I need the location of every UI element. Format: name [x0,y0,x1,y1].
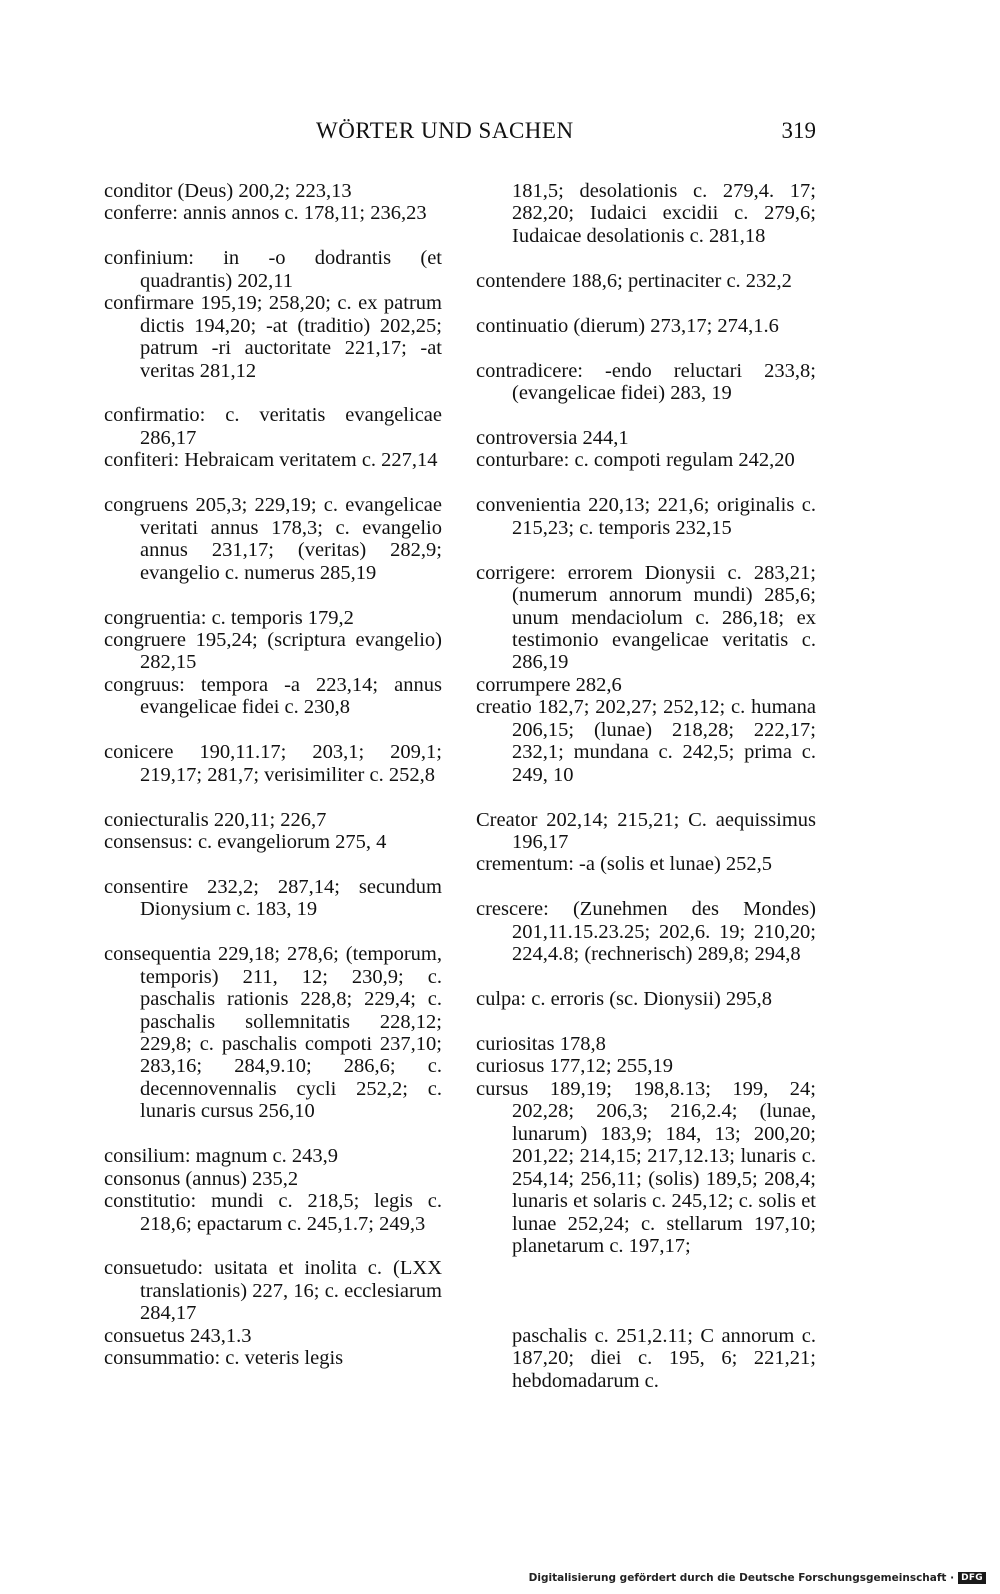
index-entry: culpa: c. erroris (sc. Dionysii) 295,8 [476,988,773,1011]
index-entry: conditor (Deus) 200,2; 223,13 [104,180,352,202]
index-entry: congruere 195,24; (scriptura evangelio) 282,15 [104,628,442,674]
index-entry: congruentia: c. temporis 179,2 [104,606,354,629]
index-column-left [104,180,442,1370]
index-entry: Creator 202,14; 215,21; C. aequissimus 196,17 [476,808,816,853]
index-entry: consilium: magnum c. 243,9 [104,1145,339,1168]
index-entry: curiosus 177,12; 255,19 [476,1055,674,1078]
index-entry: constitutio: mundi c. 218,5; legis c. 218,6; epactarum c. 245,1.7; 249,3 [104,1190,442,1235]
page-number: 319 [781,118,816,143]
index-entry: curiositas 178,8 [476,1033,606,1055]
index-column-right [476,180,816,1392]
index-entry: confinium: in -o dodrantis (et quadrantis) 202,11 [104,247,442,292]
index-entry: paschalis c. 251,2.11; C annorum c. 187,20; diei c. 195, 6; 221,21; hebdomadarum c. [512,1324,816,1392]
index-entry: congruus: tempora -a 223,14; annus evangelicae fidei c. 230,8 [104,673,442,719]
index-entry: crescere: (Zunehmen des Mondes) 201,11.15.23.25; 202,6. 19; 210,20; 224,4.8; (rechnerisch) 289,8; 294,8 [476,898,816,966]
footer-text: Digitalisierung gefördert durch die Deutsche Forschungsgemeinschaft · [528,1572,955,1584]
index-entry: 181,5; desolationis c. 279,4. 17; 282,20; Iudaici excidii c. 279,6; Iudaicae desolationis c. 281,18 [512,180,816,247]
index-entry: corrumpere 282,6 [476,673,622,696]
index-entry: conicere 190,11.17; 203,1; 209,1; 219,17; 281,7; verisimiliter c. 252,8 [104,741,442,786]
index-entry: consensus: c. evangeliorum 275, 4 [104,830,387,853]
index-entry: consummatio: c. veteris legis [104,1347,344,1370]
index-entry: crementum: -a (solis et lunae) 252,5 [476,853,773,876]
index-entry: contradicere: -endo reluctari 233,8; (evangelicae fidei) 283, 19 [476,359,816,405]
index-entry: corrigere: errorem Dionysii c. 283,21; (numerum annorum mundi) 285,6; unum mendaciolum c. 286,18; ex testimonio evangelicae veritatis c. 286,19 [476,561,816,674]
index-entry: conferre: annis annos c. 178,11; 236,23 [104,202,427,225]
index-entry: convenientia 220,13; 221,6; originalis c. 215,23; c. temporis 232,15 [476,494,816,539]
index-entry: congruens 205,3; 229,19; c. evangelicae veritati annus 178,3; c. evangelio annus 231,17; (veritas) 282,9; evangelio c. numerus 285,19 [104,494,442,584]
index-entry: consequentia 229,18; 278,6; (temporum, temporis) 211, 12; 230,9; c. paschalis rationis 228,8; 229,4; c. paschalis sollemnitatis 228,12; 229,8; c. paschalis compoti 237,10; 283,16; 284,9.10; 286,6; c. decennovennalis cycli 252,2; c. lunaris cursus 256,10 [104,943,442,1123]
index-entry: consonus (annus) 235,2 [104,1167,299,1190]
index-entry: consentire 232,2; 287,14; secundum Dionysium c. 183, 19 [104,875,442,921]
dfg-logo: DFG [958,1572,986,1584]
running-title: WÖRTER UND SACHEN [316,118,574,143]
index-entry: contendere 188,6; pertinaciter c. 232,2 [476,269,792,292]
index-entry: controversia 244,1 [476,426,629,449]
index-entry: confirmare 195,19; 258,20; c. ex patrum dictis 194,20; -at (traditio) 202,25; patrum -ri auctoritate 221,17; -at veritas 281,12 [104,292,442,382]
index-entry: consuetus 243,1.3 [104,1324,252,1347]
index-entry: confirmatio: c. veritatis evangelicae 286,17 [104,404,442,449]
index-entry: cursus 189,19; 198,8.13; 199, 24; 202,28; 206,3; 216,2.4; (lunae, lunarum) 183,9; 184, 13; 200,20; 201,22; 214,15; 217,12.13; lunaris c. 254,14; 256,11; (solis) 189,5; 208,4; lunaris et solaris c. 245,12; c. solis et lunae 252,24; c. stellarum 197,10; planetarum c. 197,17; [476,1077,816,1258]
index-entry: coniecturalis 220,11; 226,7 [104,808,327,831]
index-entry: consuetudo: usitata et inolita c. (LXX translationis) 227, 16; c. ecclesiarum 284,17 [104,1257,442,1325]
running-head [104,118,816,152]
footer-credit [529,1572,986,1584]
index-entry: continuatio (dierum) 273,17; 274,1.6 [476,314,779,337]
index-entry: creatio 182,7; 202,27; 252,12; c. humana 206,15; (lunae) 218,28; 222,17; 232,1; mundana c. 242,5; prima c. 249, 10 [476,696,816,786]
index-entry: conturbare: c. compoti regulam 242,20 [476,449,795,472]
index-entry: confiteri: Hebraicam veritatem c. 227,14 [104,449,438,472]
